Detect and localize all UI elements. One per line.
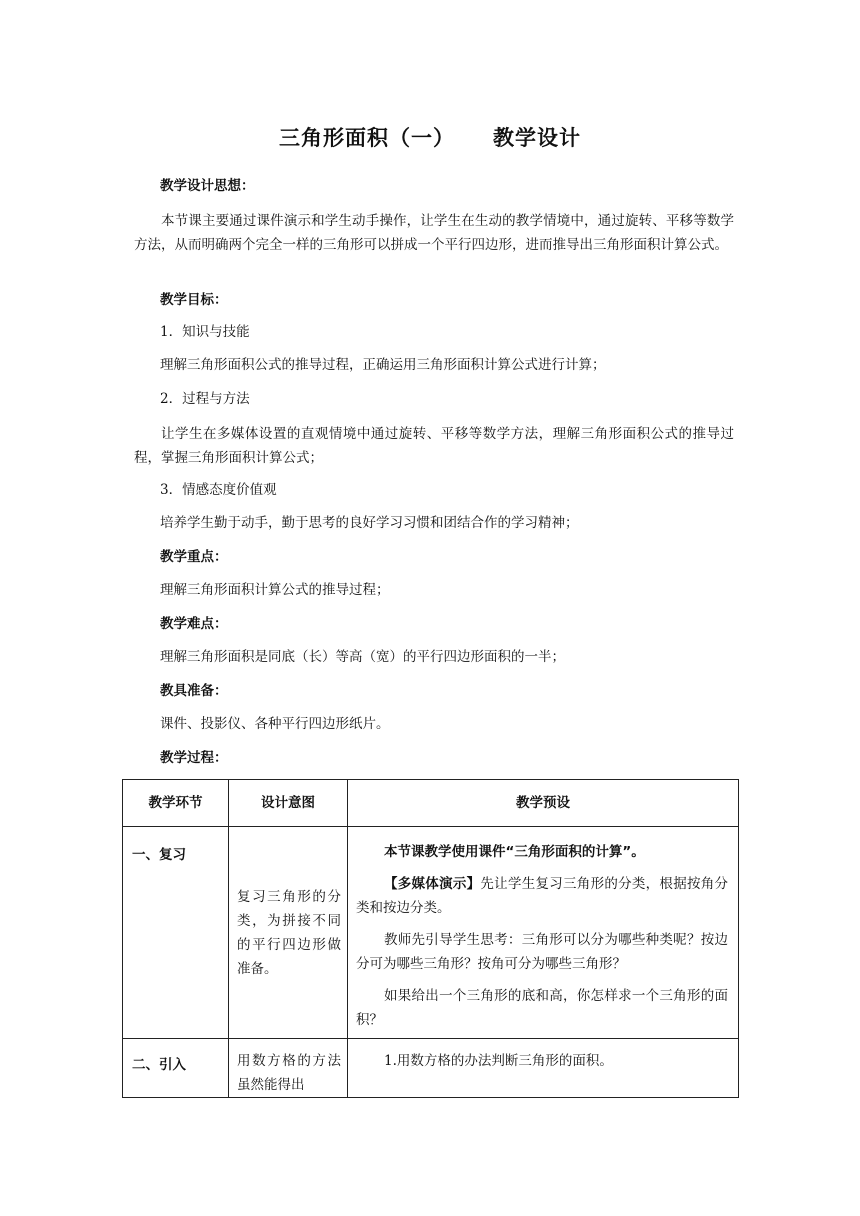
key-text: 理解三角形面积计算公式的推导过程； xyxy=(160,582,390,598)
table-row xyxy=(123,1039,739,1098)
stage-cell: 一、复习 xyxy=(123,827,229,1039)
header-stage: 教学环节 xyxy=(123,780,229,827)
table-header-row xyxy=(123,780,739,827)
thought-paragraph: 本节课主要通过课件演示和学生动手操作，让学生在生动的教学情境中，通过旋转、平移等数学方法，从而明确两个完全一样的三角形可以拼成一个平行四边形，进而推导出三角形面积计算公式。 xyxy=(134,213,734,253)
goal3-title: 3．情感态度价值观 xyxy=(160,482,277,498)
goal1-text: 理解三角形面积公式的推导过程，正确运用三角形面积计算公式进行计算； xyxy=(160,357,606,373)
process-heading: 教学过程： xyxy=(160,750,228,766)
header-intent: 设计意图 xyxy=(229,780,348,827)
intent-cell: 用数方格的方法虽然能得出 xyxy=(229,1039,348,1098)
multimedia-label: 【多媒体演示】 xyxy=(384,876,481,892)
content-line: 1.用数方格的办法判断三角形的面积。 xyxy=(384,1053,613,1069)
content-line: 【多媒体演示】先让学生复习三角形的分类，根据按角分类和按边分类。 xyxy=(356,876,729,916)
tools-text: 课件、投影仪、各种平行四边形纸片。 xyxy=(160,716,390,732)
intent-text: 复习三角形的分类，为拼接不同的平行四边形做准备。 xyxy=(237,889,341,977)
stage-cell: 二、引入 xyxy=(123,1039,229,1098)
difficulty-heading: 教学难点： xyxy=(160,616,228,632)
tools-heading: 教具准备： xyxy=(160,683,228,699)
page-title: 三角形面积（一） 教学设计 xyxy=(279,126,581,150)
goal3-text: 培养学生勤于动手，勤于思考的良好学习习惯和团结合作的学习精神； xyxy=(160,515,579,531)
difficulty-text: 理解三角形面积是同底（长）等高（宽）的平行四边形面积的一半； xyxy=(160,649,565,665)
intent-cell xyxy=(229,827,348,1039)
key-heading: 教学重点： xyxy=(160,549,228,565)
header-content: 教学预设 xyxy=(348,780,739,827)
content-cell xyxy=(348,827,739,1039)
thought-heading: 教学设计思想： xyxy=(160,178,255,194)
goal1-title: 1．知识与技能 xyxy=(160,324,250,340)
content-cell xyxy=(348,1039,739,1098)
content-line: 本节课教学使用课件“三角形面积的计算”。 xyxy=(384,844,645,860)
goal2-text: 让学生在多媒体设置的直观情境中通过旋转、平移等数学方法，理解三角形面积公式的推导过程，掌握三角形面积计算公式； xyxy=(134,426,734,466)
lesson-plan-table xyxy=(122,779,739,1098)
goal2-title: 2．过程与方法 xyxy=(160,391,250,407)
content-line: 如果给出一个三角形的底和高，你怎样求一个三角形的面积？ xyxy=(356,988,728,1028)
goals-heading: 教学目标： xyxy=(160,292,228,308)
table-row xyxy=(123,827,739,1039)
content-line: 教师先引导学生思考：三角形可以分为哪些种类呢？按边分可为哪些三角形？按角可分为哪些三角形？ xyxy=(356,932,728,972)
